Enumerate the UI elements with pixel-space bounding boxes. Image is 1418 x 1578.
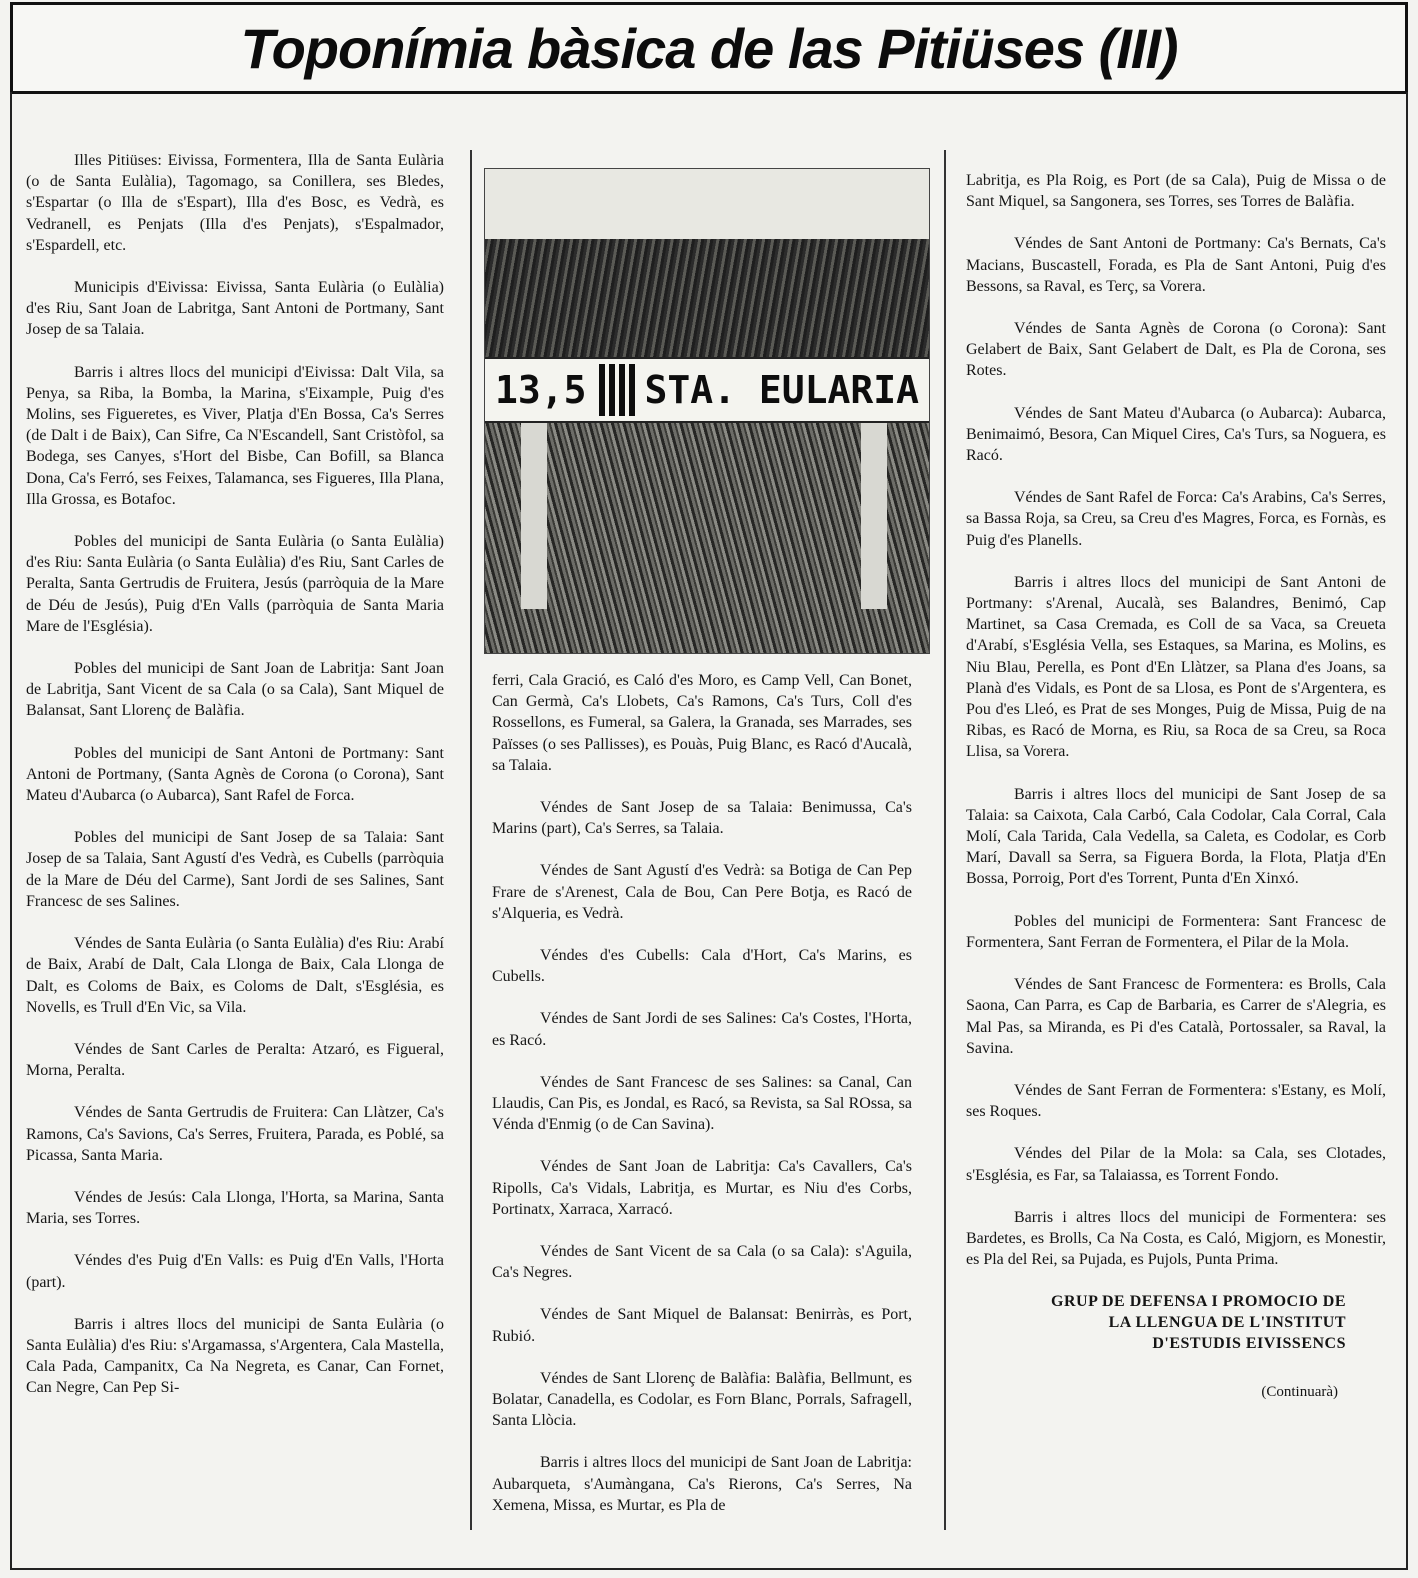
paragraph: Véndes de Sant Ferran de Formentera: s'Estany, es Molí, ses Roques.: [966, 1081, 1386, 1121]
paragraph: Pobles del municipi de Sant Joan de Labritja: Sant Joan de Labritja, Sant Vicent de sa Cala (o sa Cala), Sant Miquel de Balansat, Sant Llorenç de Balàfia.: [26, 660, 444, 720]
paragraph: Véndes de Sant Llorenç de Balàfia: Balàfia, Bellmunt, es Bolatar, Canadella, es Codolar, es Forn Blanc, Porrals, Safragell, Santa Llòcia.: [492, 1369, 912, 1430]
paragraph: Pobles del municipi de Santa Eulària (o Santa Eulàlia) d'es Riu: Santa Eulària (o Santa Eulàlia) d'es Riu, Sant Carles de Peralta, Santa Gertrudis de Fruitera, Jesús (parròquia de la Mare de Déu de Jesús), Puig d'En Valls (parròquia de Santa Maria Mare de l'Església).: [26, 533, 444, 635]
paragraph: Véndes de Sant Agustí d'es Vedrà: sa Botiga de Can Pep Frare de s'Arenest, Cala de Bou, Can Pere Botja, es Racó de s'Alqueria, es Vedrà.: [492, 862, 912, 922]
paragraph: Véndes de Sant Miquel de Balansat: Benirràs, es Port, Rubió.: [492, 1306, 912, 1345]
paragraph: Véndes de Sant Joan de Labritja: Ca's Cavallers, Ca's Ripolls, Ca's Vidals, Labritja, es Murtar, es Niu d'es Corbs, Portinatx, Xarraca, Xarracó.: [492, 1158, 912, 1218]
column-rule-left: [470, 150, 472, 1530]
paragraph: Véndes de Sant Carles de Peralta: Atzaró, es Figueral, Morna, Peralta.: [26, 1040, 444, 1080]
paragraph: Illes Pitiüses: Eivissa, Formentera, Illa de Santa Eulària (o de Santa Eulàlia), Tagomago, sa Conillera, ses Bledes, s'Espartar (o Illa de s'Espart), Illa d'es Bosc, es Vedrà, es Vedranell, es Penjats (Illa d'es Penjats), s'Espalmador, s'Espardell, etc.: [26, 152, 444, 254]
signature-line: D'ESTUDIS EIVISSENCS: [1152, 1335, 1346, 1353]
signature: [966, 1291, 1386, 1354]
paragraph: Véndes de Sant Rafel de Forca: Ca's Arabins, Ca's Serres, sa Bassa Roja, sa Creu, sa Creu d'es Magres, Forca, es Fornàs, es Puig d'es Planells.: [966, 489, 1386, 549]
paragraph: Véndes de Santa Eulària (o Santa Eulàlia) d'es Riu: Arabí de Baix, Arabí de Dalt, Cala Llonga de Baix, Cala Llonga de Dalt, es Coloms de Baix, es Coloms de Dalt, s'Església, es Novells, es Trull d'En Vic, sa Vila.: [26, 935, 444, 1016]
paragraph: Véndes de Sant Francesc de Formentera: es Brolls, Cala Saona, Can Parra, es Cap de Barbaria, es Carrer de s'Alegria, es Mal Pas, sa Miranda, es Pi d'es Català, Portossaler, sa Raval, la Savina.: [966, 976, 1386, 1057]
paragraph: Véndes de Sant Jordi de ses Salines: Ca's Costes, l'Horta, es Racó.: [492, 1010, 912, 1049]
paragraph: Véndes de Sant Vicent de sa Cala (o sa Cala): s'Aguila, Ca's Negres.: [492, 1243, 912, 1282]
paragraph: Véndes de Sant Mateu d'Aubarca (o Aubarca): Aubarca, Benimaimó, Besora, Can Miquel Cires, Ca's Turs, sa Noguera, es Racó.: [966, 404, 1386, 465]
photo-sky: [485, 169, 929, 247]
paragraph: Labritja, es Pla Roig, es Port (de sa Cala), Puig de Missa o de Sant Miquel, sa Sangonera, ses Torres, ses Torres de Balàfia.: [966, 172, 1386, 211]
paragraph: Véndes de Santa Agnès de Corona (o Corona): Sant Gelabert de Baix, Sant Gelabert de Dalt, es Pla de Corona, ses Rotes.: [966, 320, 1386, 380]
road-sign-photo: [484, 168, 930, 654]
paragraph: Municipis d'Eivissa: Eivissa, Santa Eulària (o Eulàlia) d'es Riu, Sant Joan de Labritga, Sant Antoni de Portmany, Sant Josep de sa Talaia.: [26, 279, 444, 339]
sign-stripes-icon: [599, 364, 635, 416]
column-2: [492, 670, 912, 1537]
paragraph: Pobles del municipi de Sant Antoni de Portmany: Sant Antoni de Portmany, (Santa Agnès de Corona (o Corona), Sant Mateu d'Aubarca (o Aubarca), Sant Rafel de Forca.: [26, 744, 444, 805]
column-3: [966, 170, 1386, 1404]
road-sign: [485, 357, 929, 423]
paragraph: Véndes de Sant Antoni de Portmany: Ca's Bernats, Ca's Macians, Buscastell, Forada, es Pla de Sant Antoni, Puig d'es Bessons, sa Raval, es Terç, sa Vorera.: [966, 235, 1386, 295]
paragraph: Véndes d'es Puig d'En Valls: es Puig d'En Valls, l'Horta (part).: [26, 1252, 444, 1291]
paragraph: Pobles del municipi de Sant Josep de sa Talaia: Sant Josep de sa Talaia, Sant Agustí d'es Vedrà, es Cubells (parròquia de la Mare de Déu del Carme), Sant Jordi de ses Salines, Sant Francesc de ses Salines.: [26, 829, 444, 910]
paragraph: Barris i altres llocs del municipi de Santa Eulària (o Santa Eulàlia) d'es Riu: s'Argamassa, s'Argentera, Cala Mastella, Cala Pada, Campanitx, Ca Na Negreta, es Canar, Can Fornet, Can Negre, Can Pep Si-: [26, 1315, 444, 1397]
paragraph: Barris i altres llocs del municipi d'Eivissa: Dalt Vila, sa Penya, sa Riba, la Bomba, la Marina, s'Eixample, Puig d'es Molins, ses Figueretes, es Viver, Platja d'En Bossa, Ca's Serres (de Dalt i de Baix), Can Sifre, Ca N'Escandell, Sant Cristòfol, sa Bodega, ses Canyes, s'Hort del Bisbe, Can Bofill, sa Blanca Dona, Ca's Ferró, ses Feixes, Talamanca, ses Figueres, Illa Plana, Illa Grossa, es Botafoc.: [26, 363, 444, 508]
column-1: [26, 150, 444, 1420]
paragraph: Barris i altres llocs del municipi de Sant Josep de sa Talaia: sa Caixota, Cala Carbó, Cala Codolar, Cala Corral, Cala Molí, Cala Tarida, Cala Vedella, sa Caleta, es Codolar, es Corb Marí, Davall sa Serra, sa Figuera Borda, la Flota, Platja d'En Bossa, Porroig, Port d'es Torrent, Punta d'En Xinxó.: [966, 785, 1386, 888]
sign-post-right: [861, 419, 887, 609]
page-title: Toponímia bàsica de las Pitiüses (III): [240, 16, 1178, 80]
column-rule-right: [944, 150, 946, 1530]
photo-trees: [485, 239, 929, 359]
paragraph: Véndes de Sant Francesc de ses Salines: sa Canal, Can Llaudis, Can Pis, es Jondal, es Racó, sa Revista, sa Sal ROssa, sa Vénda d'Enmig (o de Can Savina).: [492, 1073, 912, 1134]
paragraph: Véndes de Sant Josep de sa Talaia: Benimussa, Ca's Marins (part), Ca's Serres, sa Talaia.: [492, 799, 912, 838]
paragraph: Véndes de Jesús: Cala Llonga, l'Horta, sa Marina, Santa Maria, ses Torres.: [26, 1188, 444, 1228]
paragraph: Véndes d'es Cubells: Cala d'Hort, Ca's Marins, es Cubells.: [492, 947, 912, 986]
sign-post-left: [521, 419, 547, 609]
sign-km: 13,5: [495, 368, 587, 412]
paragraph: Véndes de Santa Gertrudis de Fruitera: Can Llàtzer, Ca's Ramons, Ca's Savions, Ca's Serres, Fruitera, Parada, es Poblé, sa Picassa, Santa Maria.: [26, 1104, 444, 1164]
paragraph: Pobles del municipi de Formentera: Sant Francesc de Formentera, Sant Ferran de Formentera, el Pilar de la Mola.: [966, 912, 1386, 951]
paragraph: Barris i altres llocs del municipi de Formentera: ses Bardetes, es Brolls, Ca Na Costa, es Caló, Migjorn, es Monestir, es Pla del Rei, sa Pujada, es Pujols, Punta Prima.: [966, 1208, 1386, 1269]
paragraph: Véndes del Pilar de la Mola: sa Cala, ses Clotades, s'Església, es Far, sa Talaiassa, es Torrent Fondo.: [966, 1145, 1386, 1184]
title-box: [10, 2, 1408, 94]
paragraph: ferri, Cala Gració, es Caló d'es Moro, es Camp Vell, Can Bonet, Can Germà, Ca's Llobets, Ca's Ramons, Ca's Turs, Coll d'es Rossellons, es Fumeral, sa Galera, la Granada, ses Marrades, ses Païsses (o ses Pallisses), es Pouàs, Puig Blanc, es Racó d'Aucalà, sa Talaia.: [492, 672, 912, 774]
signature-line: LA LLENGUA DE L'INSTITUT: [1108, 1314, 1346, 1332]
paragraph: Barris i altres llocs del municipi de Sant Antoni de Portmany: s'Arenal, Aucalà, ses Balandres, Benimó, Cap Martinet, sa Casa Cremada, es Coll de sa Vaca, sa Creueta d'Arabí, s'Església Vella, ses Estaques, sa Marina, es Molins, es Niu Blau, Perella, es Pont d'En Llàtzer, sa Plana d'es Joans, sa Planà d'es Vidals, es Pont de sa Llosa, es Pont de s'Argentera, es Pou d'es Lleó, es Prat de ses Monges, Puig de Missa, Puig de na Ribas, es Racó de Morna, es Riu, sa Roca de sa Creu, sa Roca Llisa, sa Vorera.: [966, 573, 1386, 761]
signature-line: GRUP DE DEFENSA I PROMOCIO DE: [1051, 1293, 1346, 1311]
continued-note: (Continuarà): [1261, 1384, 1338, 1401]
paragraph: Barris i altres llocs del municipi de Sant Joan de Labritja: Aubarqueta, s'Aumàngana, Ca's Rierons, Ca's Serres, Na Xemena, Missa, es Murtar, es Pla de: [492, 1454, 912, 1514]
sign-text: STA. EULARIA: [644, 368, 920, 412]
